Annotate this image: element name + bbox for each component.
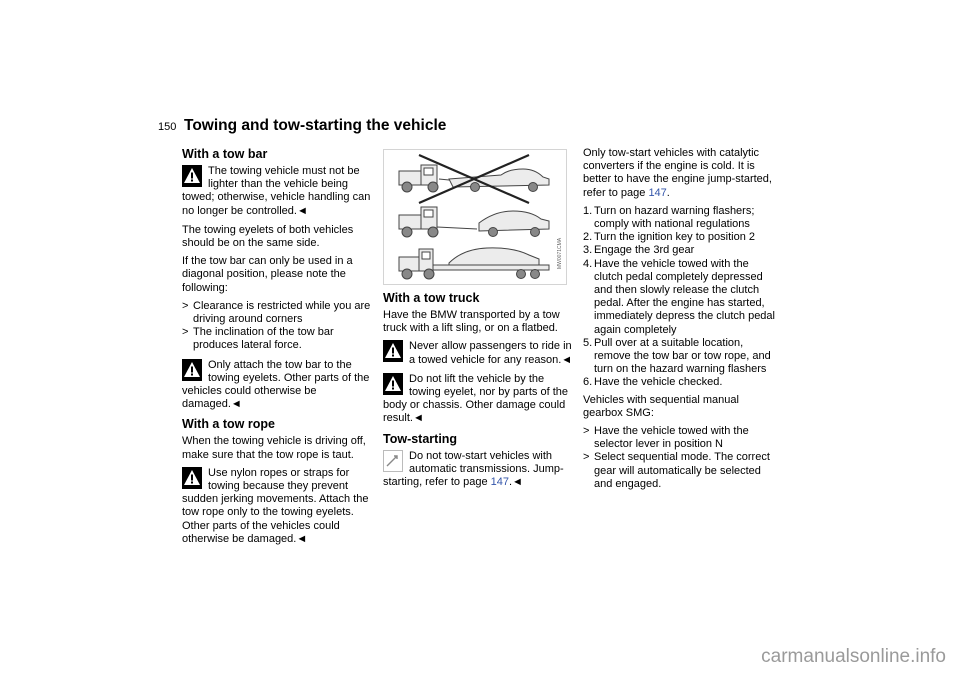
intro-end: . [666,186,670,199]
step-text: Turn the ignition key to position 2 [594,231,756,244]
section-tow-starting [383,432,575,490]
step-number: 6. [583,376,593,389]
watermark-text: carmanualsonline.info [761,646,946,667]
figure-code: MW0071CMA [557,237,563,269]
step-item [583,244,779,257]
section-tow-truck [383,291,575,426]
list-item: > Clearance is restricted while you are driving around corners [182,300,378,326]
step-number: 3. [583,244,593,257]
warning-note [182,359,378,412]
warning-text: The towing vehicle must not be lighter than the vehicle being towed; otherwise, vehicle handling can no longer be controlled.◄ [182,165,371,217]
page-link[interactable]: 147 [490,476,509,489]
column-middle [383,147,575,495]
note-end: .◄ [508,476,523,489]
smg-list [583,425,779,491]
step-text: Engage the 3rd gear [594,244,695,257]
warning-triangle-icon [182,467,202,489]
page-number: 150 [158,121,177,133]
warning-text: Only attach the tow bar to the towing eyelets. Other parts of the vehicles could otherwise be damaged.◄ [182,358,370,411]
step-text: Pull over at a suitable location, remove the tow bar or tow rope, and turn on the hazard warning flashers [594,336,771,376]
list-item: > Select sequential mode. The correct gear will automatically be selected and engaged. [583,451,779,491]
section-tow-bar [182,147,378,411]
paragraph: The towing eyelets of both vehicles should be on the same side. [182,223,354,250]
bullet-list [182,300,378,353]
smg-intro: Vehicles with sequential manual gearbox SMG: [583,393,739,419]
column-left [182,147,378,552]
steps-list [583,205,779,390]
step-number: 5. [583,336,593,349]
step-item [583,205,779,231]
heading-tow-starting: Tow-starting [383,431,458,446]
step-item [583,337,779,377]
section-tow-rope [182,417,378,546]
list-item: > The inclination of the tow bar produces lateral force. [182,326,378,352]
warning-note [182,467,378,546]
list-item: > Have the vehicle towed with the selector lever in position N [583,425,779,451]
warning-text: Use nylon ropes or straps for towing because they prevent sudden jerking movements. Attach the tow rope only to the towing eyelets. Other parts of the vehicles could otherwise be damaged.◄ [182,466,369,545]
step-item [583,231,779,244]
info-note [383,450,575,490]
towing-illustration [383,149,567,285]
step-item [583,376,779,389]
paragraph: Have the BMW transported by a tow truck with a lift sling, or on a flatbed. [383,309,560,335]
warning-note [182,165,378,218]
warning-text: Never allow passengers to ride in a towed vehicle for any reason.◄ [409,340,573,366]
note-pointer-icon [383,450,403,472]
paragraph: When the towing vehicle is driving off, make sure that the tow rope is taut. [182,435,366,461]
warning-triangle-icon [383,340,403,362]
step-text: Have the vehicle towed with the clutch pedal completely depressed and then slowly release the clutch pedal. After the engine has started, immediately depress the clutch pedal again completely [594,257,775,336]
heading-tow-rope: With a tow rope [182,417,275,432]
warning-triangle-icon [383,373,403,395]
warning-triangle-icon [182,359,202,381]
paragraph: If the tow bar can only be used in a diagonal position, please note the following: [182,255,353,294]
page-link[interactable]: 147 [648,186,667,199]
warning-note [383,340,575,366]
note-text: Do not tow-start vehicles with automatic transmissions. Jump-starting, refer to page [383,449,564,489]
heading-tow-truck: With a tow truck [383,291,480,305]
step-text: Have the vehicle checked. [594,376,723,389]
page-title: Towing and tow-starting the vehicle [184,117,447,134]
warning-text: Do not lift the vehicle by the towing eyelet, nor by parts of the body or chassis. Other damage could result.◄ [383,372,568,425]
step-number: 1. [583,204,593,217]
heading-tow-bar: With a tow bar [182,147,268,161]
step-number: 2. [583,231,593,244]
intro-paragraph [583,147,779,200]
column-right [583,147,779,497]
intro-text: Only tow-start vehicles with catalytic converters if the engine is cold. It is better to have the engine jump-started, refer to page [583,147,772,199]
towing-methods-figure [383,149,567,285]
warning-note [383,373,575,426]
step-text: Turn on hazard warning flashers; comply with national regulations [594,204,755,231]
warning-triangle-icon [182,165,202,187]
step-item [583,258,779,337]
step-number: 4. [583,257,593,270]
